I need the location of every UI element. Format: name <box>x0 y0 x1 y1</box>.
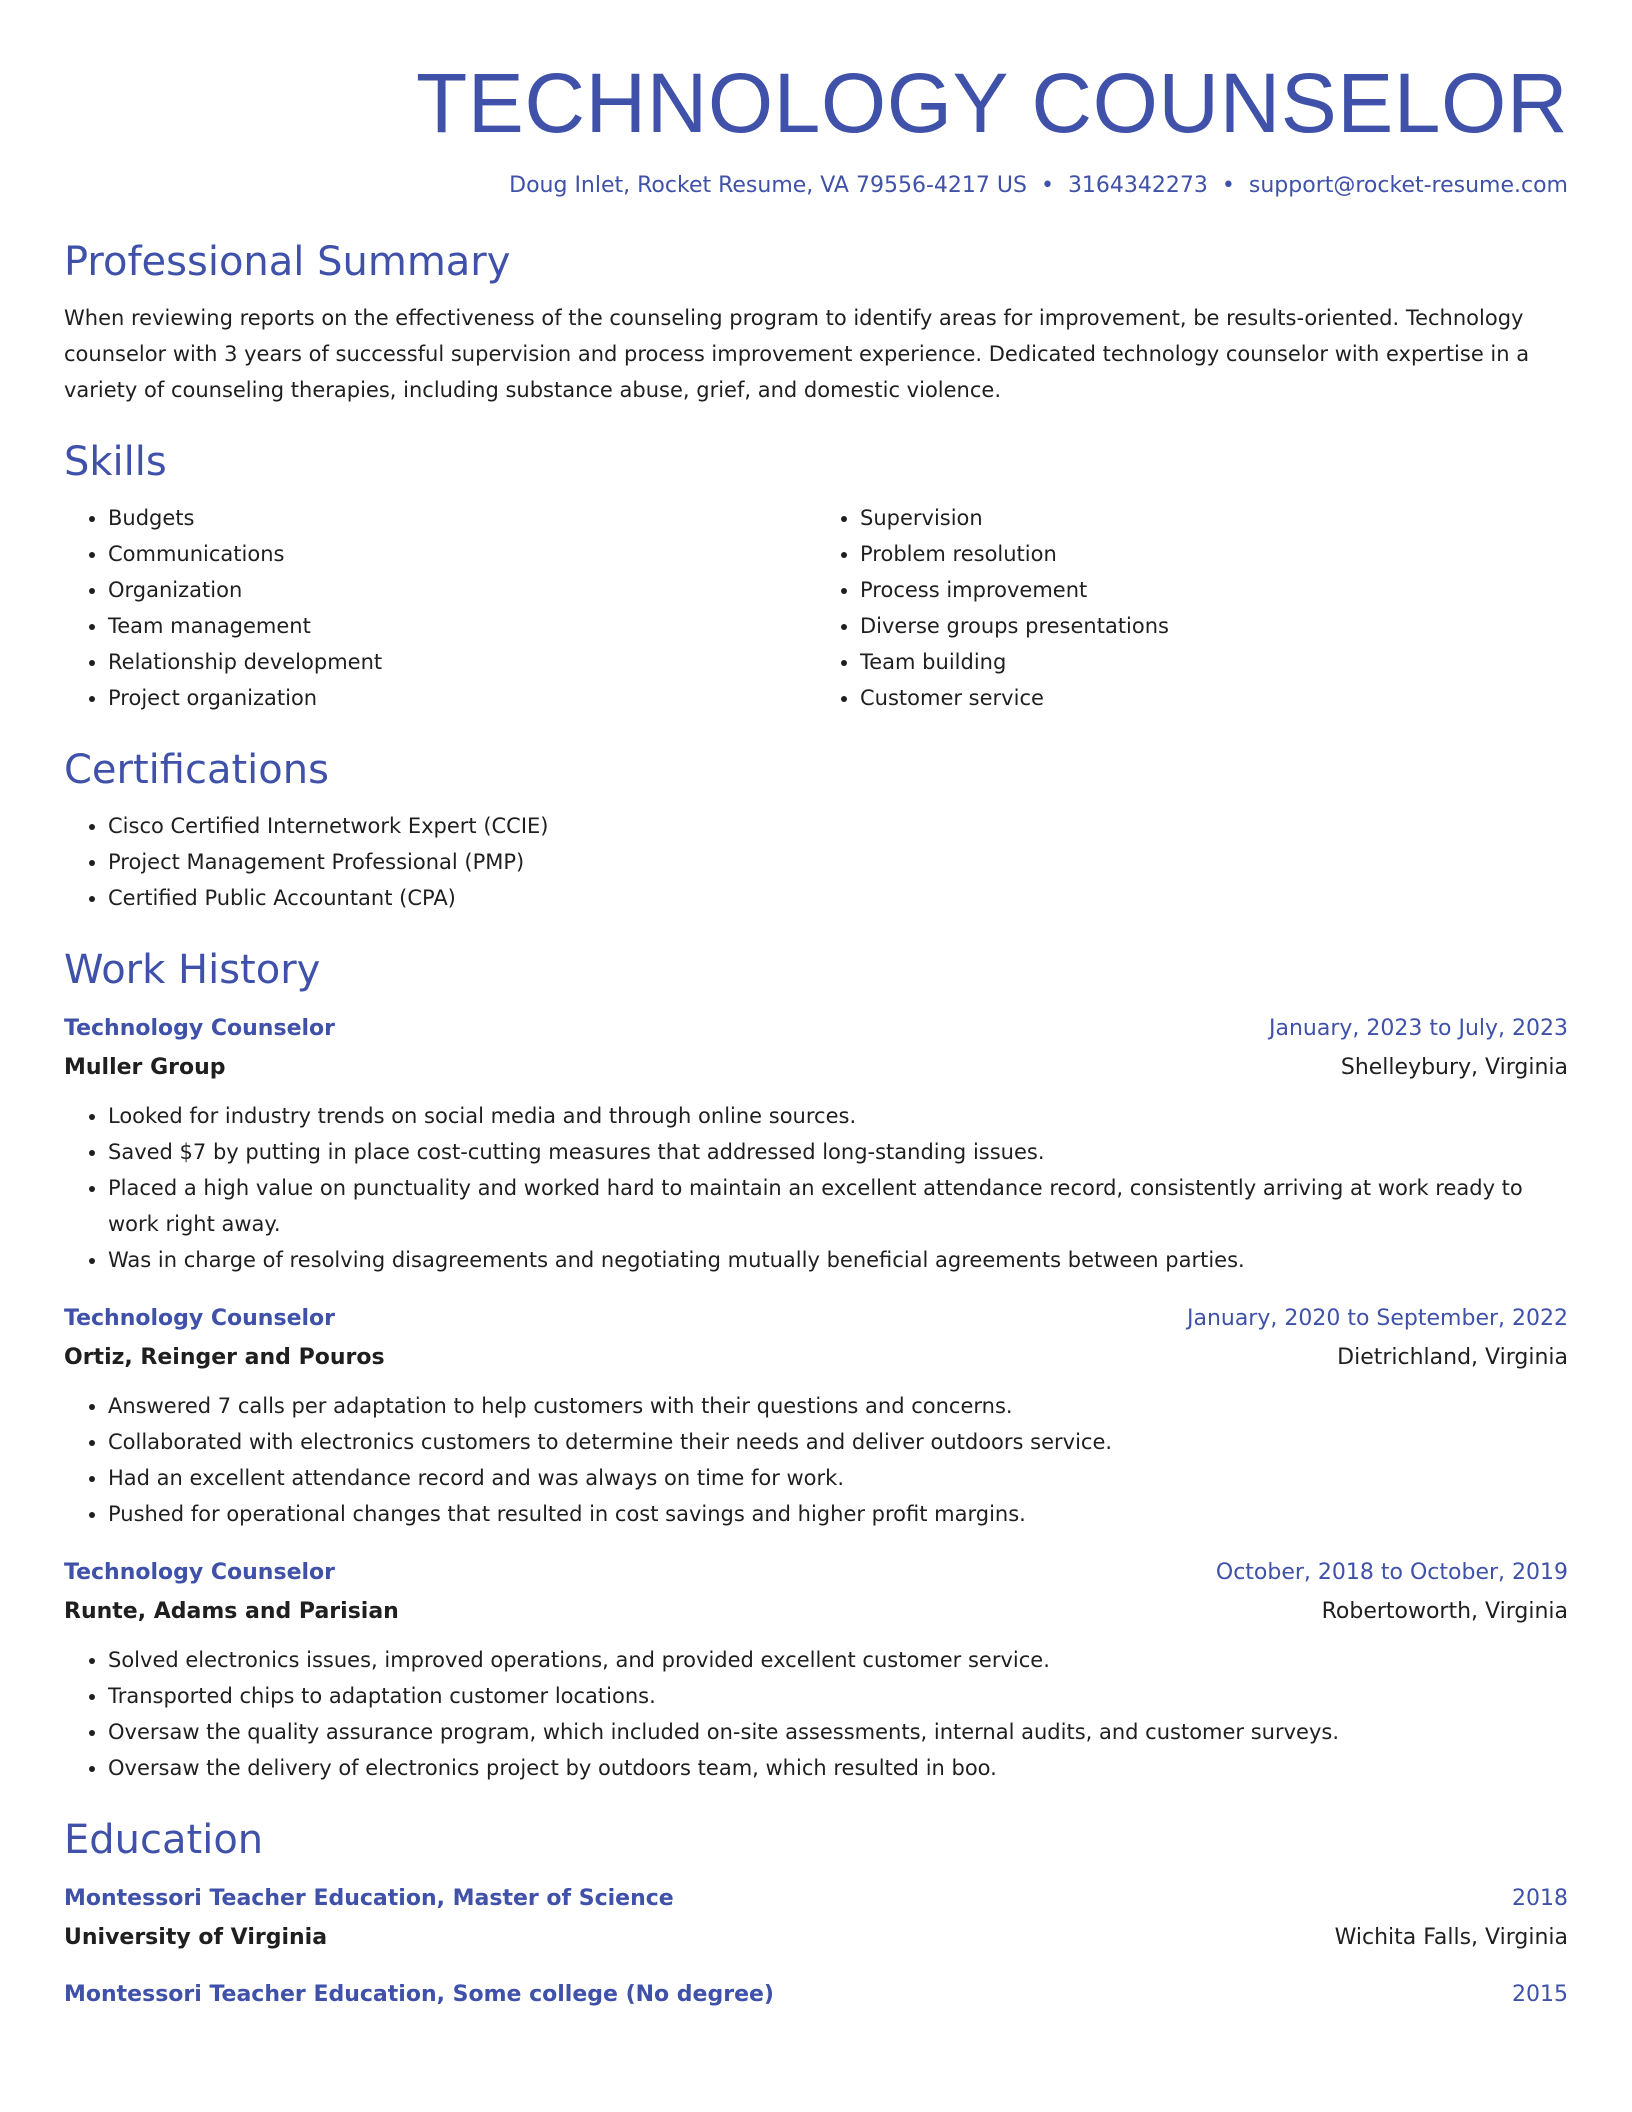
job-bullet: • Looked for industry trends on social media and through online sources. <box>108 1098 1568 1134</box>
skills-section <box>64 438 1568 716</box>
skill-item: • Budgets <box>108 500 816 536</box>
job-title: Technology Counselor <box>64 1560 335 1586</box>
job-entry <box>64 1554 1568 1786</box>
summary-text: When reviewing reports on the effectiveness of the counseling program to identify areas for improvement, be results-oriented. Technology counselor with 3 years of successful supervision and process improvement experience. Dedicated technology counselor with expertise in a variety of counseling therapies, including substance abuse, grief, and domestic violence. <box>64 306 1530 403</box>
job-bullet: • Had an excellent attendance record and was always on time for work. <box>108 1460 1568 1496</box>
job-bullet: • Answered 7 calls per adaptation to help customers with their questions and concerns. <box>108 1388 1568 1424</box>
summary-section <box>64 238 1568 408</box>
job-location: Dietrichland, Virginia <box>1337 1345 1568 1371</box>
candidate-title: TECHNOLOGY COUNSELOR <box>416 56 1568 150</box>
certification-item: • Cisco Certified Internetwork Expert (CCIE) <box>108 808 1568 844</box>
job-bullet: • Pushed for operational changes that resulted in cost savings and higher profit margins. <box>108 1496 1568 1532</box>
job-title: Technology Counselor <box>64 1016 335 1042</box>
job-bullet: • Solved electronics issues, improved operations, and provided excellent customer service. <box>108 1642 1568 1678</box>
job-bullets <box>64 1388 1568 1532</box>
company-name: Ortiz, Reinger and Pouros <box>64 1345 385 1371</box>
work-history-heading: Work History <box>64 947 321 994</box>
skill-item: • Team building <box>860 644 1568 680</box>
certification-item: • Certified Public Accountant (CPA) <box>108 880 1568 916</box>
summary-heading: Professional Summary <box>64 239 511 286</box>
phone: 3164342273 <box>1067 172 1208 198</box>
contact-line <box>64 172 1568 201</box>
job-entry <box>64 1300 1568 1532</box>
job-bullet: • Was in charge of resolving disagreements and negotiating mutually beneficial agreements between parties. <box>108 1242 1568 1278</box>
job-bullet: • Transported chips to adaptation customer locations. <box>108 1678 1568 1714</box>
job-bullets <box>64 1642 1568 1786</box>
company-name: Muller Group <box>64 1055 226 1081</box>
school-location: Wichita Falls, Virginia <box>1334 1925 1568 1951</box>
job-dates: January, 2020 to September, 2022 <box>1186 1306 1568 1332</box>
job-bullet: • Oversaw the quality assurance program, which included on-site assessments, internal audits, and customer surveys. <box>108 1714 1568 1750</box>
skill-item: • Problem resolution <box>860 536 1568 572</box>
separator-dot: • <box>1040 172 1054 198</box>
job-dates: October, 2018 to October, 2019 <box>1215 1560 1568 1586</box>
education-entry <box>64 1880 1568 1958</box>
skill-item: • Team management <box>108 608 816 644</box>
skills-left-list <box>64 500 816 716</box>
education-heading: Education <box>64 1817 264 1864</box>
degree: Montessori Teacher Education, Master of Science <box>64 1886 674 1912</box>
job-bullets <box>64 1098 1568 1278</box>
address: Doug Inlet, Rocket Resume, VA 79556-4217 US <box>509 172 1027 198</box>
job-bullet: • Collaborated with electronics customers to determine their needs and deliver outdoors service. <box>108 1424 1568 1460</box>
certifications-heading: Certifications <box>64 747 329 794</box>
job-bullet: • Placed a high value on punctuality and worked hard to maintain an excellent attendance record, consistently arriving at work ready to work right away. <box>108 1170 1568 1242</box>
job-bullet: • Saved $7 by putting in place cost-cutting measures that addressed long-standing issues. <box>108 1134 1568 1170</box>
skill-item: • Project organization <box>108 680 816 716</box>
skill-item: • Process improvement <box>860 572 1568 608</box>
degree: Montessori Teacher Education, Some college (No degree) <box>64 1982 774 2008</box>
email-link[interactable]: support@rocket-resume.com <box>1248 172 1568 198</box>
separator-dot: • <box>1221 172 1235 198</box>
education-entry <box>64 1976 1568 2014</box>
job-entry <box>64 1010 1568 1278</box>
certifications-section <box>64 746 1568 916</box>
skills-heading: Skills <box>64 439 167 486</box>
job-location: Robertoworth, Virginia <box>1321 1599 1568 1625</box>
skills-right-list <box>816 500 1568 716</box>
skill-item: • Communications <box>108 536 816 572</box>
graduation-year: 2015 <box>1512 1982 1568 2008</box>
company-name: Runte, Adams and Parisian <box>64 1599 399 1625</box>
job-bullet: • Oversaw the delivery of electronics project by outdoors team, which resulted in boo. <box>108 1750 1568 1786</box>
skill-item: • Customer service <box>860 680 1568 716</box>
skill-item: • Diverse groups presentations <box>860 608 1568 644</box>
skill-item: • Relationship development <box>108 644 816 680</box>
work-history-section <box>64 946 1568 1786</box>
skill-item: • Supervision <box>860 500 1568 536</box>
job-title: Technology Counselor <box>64 1306 335 1332</box>
skill-item: • Organization <box>108 572 816 608</box>
education-section <box>64 1816 1568 2014</box>
skills-columns <box>64 500 1568 716</box>
certification-item: • Project Management Professional (PMP) <box>108 844 1568 880</box>
school-name: University of Virginia <box>64 1925 328 1951</box>
graduation-year: 2018 <box>1512 1886 1568 1912</box>
job-location: Shelleybury, Virginia <box>1340 1055 1568 1081</box>
job-dates: January, 2023 to July, 2023 <box>1269 1016 1568 1042</box>
certifications-list <box>64 808 1568 916</box>
